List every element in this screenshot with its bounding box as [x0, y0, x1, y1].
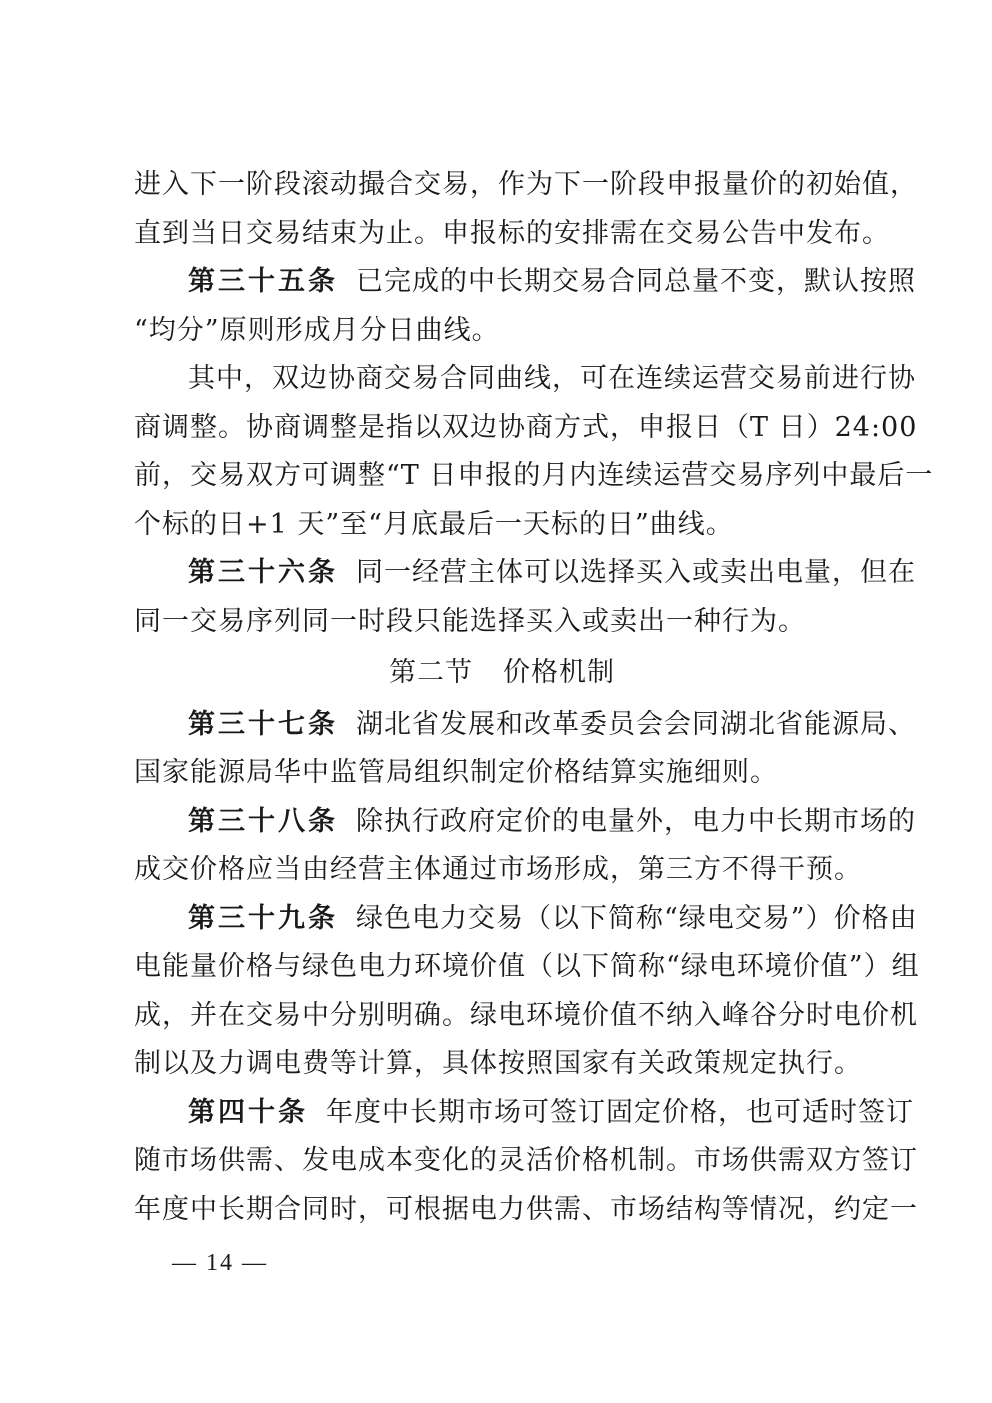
page-number: — 14 —	[172, 1250, 268, 1276]
section-title: 价格机制	[503, 657, 615, 688]
paragraph-bilateral	[134, 355, 934, 549]
text-line	[134, 701, 916, 750]
text-line: 电能量价格与绿色电力环境价值（以下简称“绿电环境价值”）组	[134, 951, 920, 982]
article-label: 第三十七条	[188, 708, 338, 740]
text-line: 同一交易序列同一时段只能选择买入或卖出一种行为。	[134, 605, 806, 637]
text-line	[134, 1089, 914, 1138]
article-label: 第三十六条	[188, 557, 338, 588]
article-40	[134, 1089, 918, 1235]
article-text: 同一经营主体可以选择买入或卖出电量，但在	[356, 557, 916, 588]
article-38	[134, 798, 916, 895]
text-line: 其中，双边协商交易合同曲线，可在连续运营交易前进行协	[188, 363, 916, 394]
text-line: 年度中长期合同时，可根据电力供需、市场结构等情况，约定一	[134, 1193, 918, 1225]
article-text: 湖北省发展和改革委员会会同湖北省能源局、	[356, 708, 916, 740]
text-line	[134, 798, 916, 847]
article-text: 绿色电力交易（以下简称“绿电交易”）价格由	[356, 902, 918, 934]
article-label: 第四十条	[188, 1096, 308, 1128]
article-label: 第三十九条	[188, 902, 338, 934]
article-label: 第三十八条	[188, 805, 338, 837]
document-body	[134, 161, 934, 1234]
text-line: “均分”原则形成月分日曲线。	[134, 314, 500, 346]
text-line: 直到当日交易结束为止。申报标的安排需在交易公告中发布。	[134, 217, 890, 249]
text-line: 国家能源局华中监管局组织制定价格结算实施细则。	[134, 757, 778, 788]
text-line: 成交价格应当由经营主体通过市场形成，第三方不得干预。	[134, 854, 862, 885]
article-39	[134, 895, 920, 1089]
article-36	[134, 549, 916, 646]
text-line	[134, 549, 916, 598]
article-37	[134, 701, 916, 798]
section-number: 第二节	[389, 657, 473, 688]
section-heading	[134, 646, 870, 701]
text-line: 个标的日+1 天”至“月底最后一天标的日”曲线。	[134, 508, 734, 540]
text-line: 成，并在交易中分别明确。绿电环境价值不纳入峰谷分时电价机	[134, 999, 918, 1031]
text-line: 随市场供需、发电成本变化的灵活价格机制。市场供需双方签订	[134, 1145, 918, 1176]
article-label: 第三十五条	[188, 266, 338, 297]
article-text: 已完成的中长期交易合同总量不变，默认按照	[356, 266, 916, 297]
text-line	[134, 258, 916, 307]
article-text: 除执行政府定价的电量外，电力中长期市场的	[356, 805, 916, 837]
text-line: 商调整。协商调整是指以双边协商方式，申报日（T 日）24:00	[134, 411, 918, 443]
article-35	[134, 258, 916, 355]
text-line	[134, 895, 918, 944]
text-line: 进入下一阶段滚动撮合交易，作为下一阶段申报量价的初始值，	[134, 169, 918, 200]
article-text: 年度中长期市场可签订固定价格，也可适时签订	[326, 1096, 914, 1128]
paragraph-continuation	[134, 161, 918, 258]
text-line: 前，交易双方可调整“T 日申报的月内连续运营交易序列中最后一	[134, 460, 934, 491]
text-line: 制以及力调电费等计算，具体按照国家有关政策规定执行。	[134, 1048, 862, 1079]
